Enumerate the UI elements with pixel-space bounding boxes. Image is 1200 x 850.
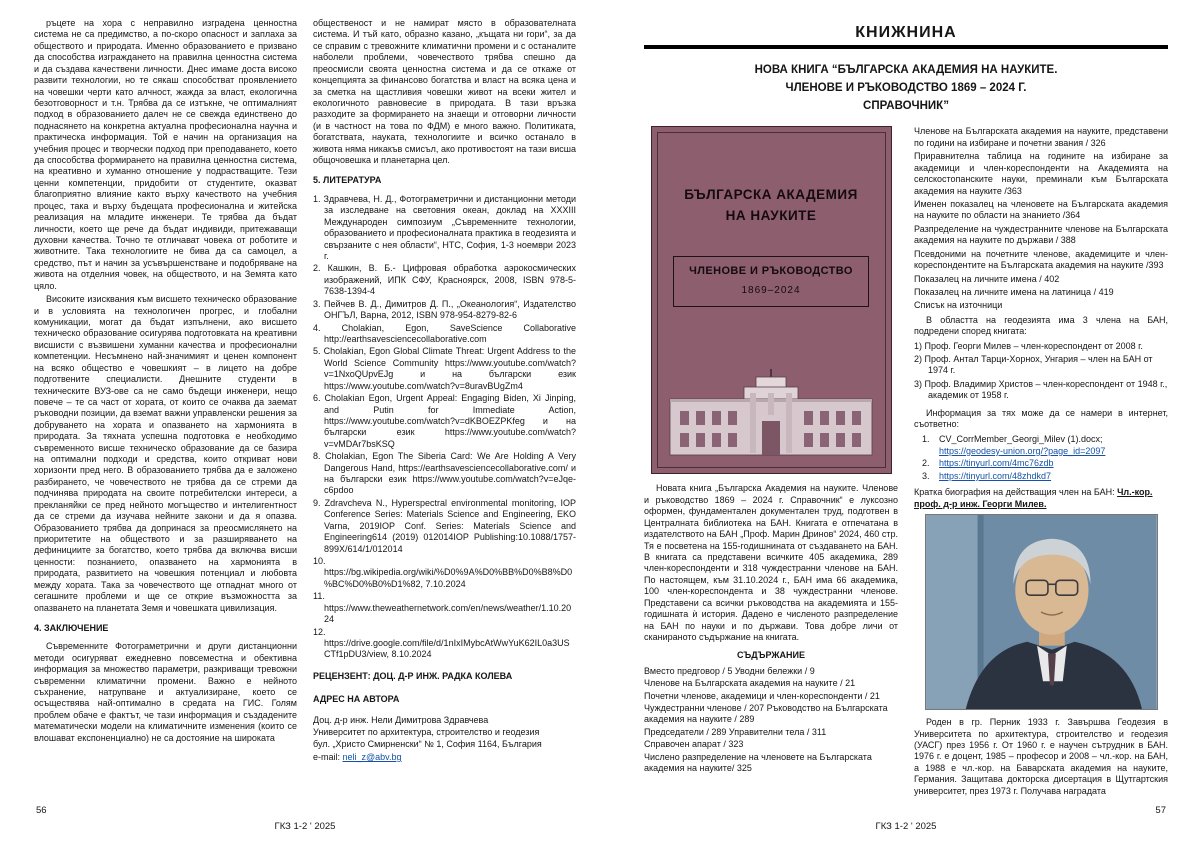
- reference-item: 1. Здравчева, Н. Д., Фотограметрични и дистанционни методи за изследване на световния океан, доклад на XXXIII Международен симпозиум „Съвременните технологии, образованието и професионалната практика в геодезията и свързаните с нея области“, НТС, София, 1-3 ноември 2023 г.: [313, 193, 576, 262]
- references-list: [313, 194, 576, 661]
- section-header-knizhnina: КНИЖНИНА: [855, 24, 957, 41]
- journal-footer-left: ГКЗ 1-2 ' 2025: [274, 821, 336, 832]
- reference-item: 12. https://drive.google.com/file/d/1nIxIMybcAtWwYuK62IL0a3USCTf1pDU3/view, 8.10.2024: [313, 626, 570, 660]
- email-link[interactable]: neli_z@abv.bg: [342, 752, 402, 763]
- page-number-right: 57: [1155, 805, 1166, 816]
- contents-entry: Псевдоними на почетните членове, академиците и член-кореспондентите на Българската академия на науките /393: [914, 248, 1168, 271]
- link-number: 2.: [922, 458, 930, 469]
- toc-heading: СЪДЪРЖАНИЕ: [737, 650, 805, 661]
- contents-entry: Показалец на личните имена / 402: [914, 273, 1060, 284]
- reference-item: 8. Cholakian, Egon The Siberia Card: We Are Holding A Very Dangerous Hand, https://earthsavesciencecollaborative.com/ и на български език https://www.youtube.com/watch?v=eJqe-c6pdoo: [313, 451, 576, 496]
- reviewer-line: РЕЦЕНЗЕНТ: ДОЦ. Д-Р ИНЖ. РАДКА КОЛЕВА: [313, 670, 513, 681]
- link-url[interactable]: https://geodesy-union.org/?page_id=2097: [939, 445, 1106, 456]
- address-line: бул. „Христо Смирненски“ № 1, София 1164, България: [313, 738, 542, 749]
- link-url[interactable]: https://tinyurl.com/4mc76zdb: [939, 458, 1054, 469]
- reference-item: 5. Cholakian, Egon Global Climate Threat: Urgent Address to the World Science Community https://www.youtube.com/watch?v=1NxoQUpvEJg и на български език https://www.youtube.com/watch?v=8uravBUgZm4: [313, 346, 576, 391]
- left-page: [34, 18, 576, 832]
- cover-title-line-2: НА НАУКИТЕ: [725, 207, 817, 223]
- toc-entry: Председатели / 289 Управителни тела / 311: [644, 726, 827, 737]
- members-list: [914, 341, 1168, 402]
- link-number: 1.: [922, 433, 930, 444]
- toc-entry: Числено разпределение на членовете на Българската академия на науките/ 325: [644, 751, 872, 774]
- reference-item: 2. Кашкин, В. Б.- Цифровая обработка аэрокосмических изображений, ИПК СФУ, Красноярск, 2008, ISBN 978-5-7638-1394-4: [313, 263, 576, 297]
- contents-entry: Приравнителна таблица на годините на избиране за академици и член-кореспонденти на Академията на селскостопанските науки, преминали към Българската академия на науките /363: [914, 151, 1168, 196]
- title-line-1: НОВА КНИГА “БЪЛГАРСКА АКАДЕМИЯ НА НАУКИТЕ.: [754, 64, 1058, 76]
- page-number-left: 56: [36, 805, 47, 816]
- email-label: e-mail:: [313, 752, 343, 763]
- biography-lead-text: Кратка биография на действащия член на БАН:: [914, 487, 1118, 498]
- toc-list: [644, 666, 898, 775]
- cover-subtitle: ЧЛЕНОВЕ И РЪКОВОДСТВО: [689, 264, 853, 277]
- reference-item: 6. Cholakian Egon, Urgent Appeal: Engaging Biden, Xi Jinping, and Putin for Immediate Action, https://www.youtube.com/watch?v=dKBOEZPKfeg и на български език https://www.youtube.com/watch?v=vMDAr7bsKSQ: [313, 393, 576, 449]
- book-announcement-title: [644, 62, 1168, 115]
- right-page-columns: [644, 126, 1168, 850]
- book-cover-image: [651, 126, 892, 474]
- reference-item: 4. Cholakian, Egon, SaveScience Collaborative http://earthsavesciencecollaborative.com: [313, 322, 576, 344]
- bas-building-illustration: [668, 369, 874, 457]
- address-line: Доц. д-р инж. Нели Димитрова Здравчева: [313, 714, 489, 725]
- link-row: [922, 446, 1168, 457]
- link-row: [922, 458, 1168, 469]
- left-page-column-1: [34, 18, 297, 796]
- paragraph: общественост и не намират място в образователната система. И тъй като, образно казано, „къщата ни гори“, за да се справим с тревожните климатични промени и с останалите наболели проблеми, човечеството трябва спешно да преосмисли своята ценностна система и да се откаже от концепцията за финансово богатства и власт на всяка цена и за сметка на щастливия човешки живот на всеки жител и екологичното равновесие в природата. В тази връзка разходите за формирането на знаещи и отговорни личности (и в частност на това по ФДМ) е много важно. Политиката, богатствата, науката, технологиите и всичко останало в живота няма никакъв смисъл, ако противостоят на тази висша общочовешка и планетарна цел.: [313, 18, 576, 166]
- paragraph: Съвременните Фотограметрични и други дистанционни методи осигуряват ежедневно повсеместна и обективна информация за множество параметри, разкриващи тревожни съвременни климатични промени. Важно е нейното съхранение, натрупване и актуализиране, което се осъществява най-оптимално в средата на ГИС. Голям проблем обаче е фактът, че тази информация и създадените математически модели на климатичните изменения (които се влошават експоненциално) не са достояние на широката: [34, 641, 297, 743]
- links-list: [922, 434, 1168, 483]
- member-item: 2) Проф. Антал Тарци-Хорнох, Унгария – член на БАН от 1974 г.: [914, 354, 1153, 376]
- book-cover-subtitle-box: [673, 256, 869, 307]
- link-number: [922, 446, 934, 457]
- left-page-columns: [34, 18, 576, 796]
- reference-item: 11. https://www.theweathernetwork.com/en/news/weather/1.10.2024: [313, 591, 572, 625]
- link-url[interactable]: CV_CorrMember_Georgi_Milev (1).docx;: [939, 433, 1103, 444]
- toc-entry: Справочен апарат / 323: [644, 739, 744, 750]
- toc-entry: Вместо предговор / 5 Уводни бележки / 9: [644, 665, 815, 676]
- paragraph: ръцете на хора с неправилно изградена ценностна система не са предимство, а по-скоро опасност и заплаха за обществото и природата. Именно образованието е призвано да способства изграждането на правилна ценностна система и да създава качествени личности. Днес имаме доста високо развити технологии, но те сякаш способстват проявлението на човешки черти като алчност, жажда за власт, екологична безотговорност и т.н. Трябва да се изтъкне, че оптималният подход в образованието далеч не се свежда единствено до поднасянето на конкретна актуална професионална научна и практическа информация. Той е начин на организация на учебния процес и творчески подход при преподаването, което да способства формирането на правилна ценностна система, на креативно и хуманно отношение у подрастващите. Тези ценни компетенции, придобити от студентите, оказват благоприятно влияние както върху качеството на учебния процес, така и върху бъдещата професионална и житейска реализация на младите инженери. Те трябва да бъдат личности, което ще рече да бъдат индивиди, притежаващи духовни качества. Точно те отличават човека от роботите и животните. Така технологиите не бива да са самоцел, а средство, път и начин за усъвършенстване и подобряване на живота на отделния човек, на обществото, и на Земята като цяло.: [34, 18, 297, 291]
- link-url[interactable]: https://tinyurl.com/48zhdkd7: [939, 470, 1052, 481]
- right-page: [644, 18, 1168, 832]
- cover-title-line-1: БЪЛГАРСКА АКАДЕМИЯ: [684, 187, 858, 203]
- contents-entry: Именен показалец на членовете на Българската академия на науките по области на знанието /364: [914, 198, 1168, 221]
- right-page-column-1: [644, 126, 898, 850]
- reference-item: 9. Zdravcheva N., Hyperspectral environmental monitoring, IOP Conference Series: Materials Science and Engineering, EKO Varna, 2019IOP Conf. Series: Materials Science and Engineering614 (2019) 012014IOP Publishing:10.1088/1757-899X/614/1/012014: [313, 497, 576, 554]
- cover-years: 1869–2024: [741, 284, 801, 296]
- journal-footer-right: ГКЗ 1-2 ' 2025: [875, 821, 937, 832]
- contents-entry: Показалец на личните имена на латиница / 419: [914, 286, 1114, 297]
- member-item: 1) Проф. Георги Милев – член-кореспондент от 2008 г.: [914, 340, 1143, 351]
- toc-entry: Чуждестранни членове / 207 Ръководство на Българската академия на науките / 289: [644, 703, 888, 725]
- contents-entries-list: [914, 126, 1168, 311]
- contents-entry: Членове на Българската академия на науките, представени по години на избиране и почетни звания / 326: [914, 126, 1168, 148]
- toc-entry: Почетни членове, академици и член-кореспонденти / 21: [644, 690, 880, 701]
- right-page-column-2: [914, 126, 1168, 850]
- section-heading-literature: 5. ЛИТЕРАТУРА: [313, 175, 382, 186]
- link-row: [922, 471, 1168, 482]
- contents-entry: Разпределение на чуждестранните членове на Българската академия на науките по държави / 388: [914, 223, 1168, 246]
- book-intro-paragraph: Новата книга „Българска Академия на науките. Членове и ръководство 1869 – 2024 г. Справочник“ е луксозно оформен, фундаментален документален труд, подготвен в Централната библиотека на БАН. Книгата е отпечатана в издателството на БАН „Проф. Марин Дринов“ 2024, 460 стр. Тя е посветена на 155-годишнината от създаването на БАН. В книгата са представени всичките 405 академика, 289 член-кореспонденти и 318 чуждестранни членове на БАН. По настоящем, към 31.10.2024 г., БАН има 66 академика, 100 член-кореспондента и 38 чуждестранни членове. Представени са всички ръководства на академията и 155-годишната ѝ история. Дадено е численото разпределение на БАН по науки и по държави. Това добре личи от сканираното съдържание на книгата.: [644, 483, 898, 642]
- member-name-highlight: Чл.-кор. проф. д-р инж. Георги Милев.: [914, 487, 1153, 509]
- geodesy-note: В областта на геодезията има 3 члена на БАН, подредени според книгата:: [914, 314, 1168, 337]
- book-cover-title: [684, 185, 858, 226]
- portrait-photo-georgi-milev: [925, 514, 1158, 710]
- biography-paragraph: Роден в гр. Перник 1933 г. Завършва Геодезия в Университета по архитектура, строителство и геодезия (УАСГ) през 1956 г. От 1960 г. е научен сътрудник в БАН. 1976 г. е доцент, 1985 – професор и 2008 – чл.-кор. на БАН, а 1988 е чл.-кор. на Баварската академия на науките, Германия. Защитава докторска дисертация в Щутгартския университет, през 1973 г. Получава наградата: [914, 717, 1168, 796]
- section-heading-conclusion: 4. ЗАКЛЮЧЕНИЕ: [34, 622, 109, 633]
- title-line-2: ЧЛЕНОВЕ И РЪКОВОДСТВО 1869 – 2024 Г.: [785, 81, 1027, 94]
- header-rule: [644, 45, 1168, 49]
- toc-entry: Членове на Българската академия на науките / 21: [644, 678, 856, 689]
- link-row: [922, 434, 1168, 445]
- link-number: 3.: [922, 470, 930, 481]
- biography-lead: [914, 487, 1168, 510]
- left-page-column-2: [313, 18, 576, 796]
- author-address-heading: АДРЕС НА АВТОРА: [313, 694, 400, 705]
- paragraph: Високите изисквания към висшето техническо образование и в условията на технологичен прогрес, и глобални комуникации, могат да бъдат изпълнени, ако висшето техническо образование осигурява подготовката на креативни висшисти с възвишени хуманни качества и професионални компетенции. Несъмнено най-значимият и ценен компонент на всяко общество е човешкият – в лицето на добре подготвените специалисти. Днешните студенти в техническите ВУЗ-ове са не само бъдещи инженери, нещо повече – те са част от хората, от които се очаква да заемат ръководни позиции, да вземат важни управленски решения за добруването на хората и опазването на хармонията в природата. За тяхната успешна подготовка е необходимо съвременното висше техническо образование да се базира на оптимални подходи и средства, които откриват нови хоризонти пред него. В образованието трябва да е заложено разбирането, че човечеството не трябва да се стреми да подчинява природата на своите потребителски интереси, а прекланяйки се пред нейното могъщество и интелигентност да се стреми да изучава нейните закони и да я опазва. Образованието трябва да допринася за преосмислянето на приоритетите на обществото и за разширяването на дефинициите за богатство, което трябва да включва висши ценности: познанието, опазването на хармонията в природата, развитието на човешкия потенциал и любовта между хората. Така за човечеството ще отпаднат много от сегашните проблеми и ще се открие възможността за опазването на планетата Земя и човешката цивилизация.: [34, 294, 297, 613]
- email-line: [313, 752, 576, 763]
- reference-item: 3. Пейчев В. Д., Димитров Д. П., „Океанология“, Издателство ОНГЪЛ, Варна, 2012, ISBN 978-954-8279-82-6: [313, 298, 576, 321]
- title-line-3: СПРАВОЧНИК”: [863, 99, 949, 112]
- internet-info-line: Информация за тях може да се намери в интернет, съответно:: [914, 407, 1168, 430]
- member-item: 3) Проф. Владимир Христов – член-кореспондент от 1948 г., академик от 1958 г.: [914, 378, 1168, 401]
- author-address-block: [313, 714, 576, 750]
- address-line: Университет по архитектура, строителство и геодезия: [313, 726, 540, 737]
- contents-entry: Списък на източници: [914, 300, 1003, 311]
- reference-item: 10. https://bg.wikipedia.org/wiki/%D0%9A%D0%BB%D0%B8%D0%BC%D0%B0%D1%82, 7.10.2024: [313, 555, 573, 589]
